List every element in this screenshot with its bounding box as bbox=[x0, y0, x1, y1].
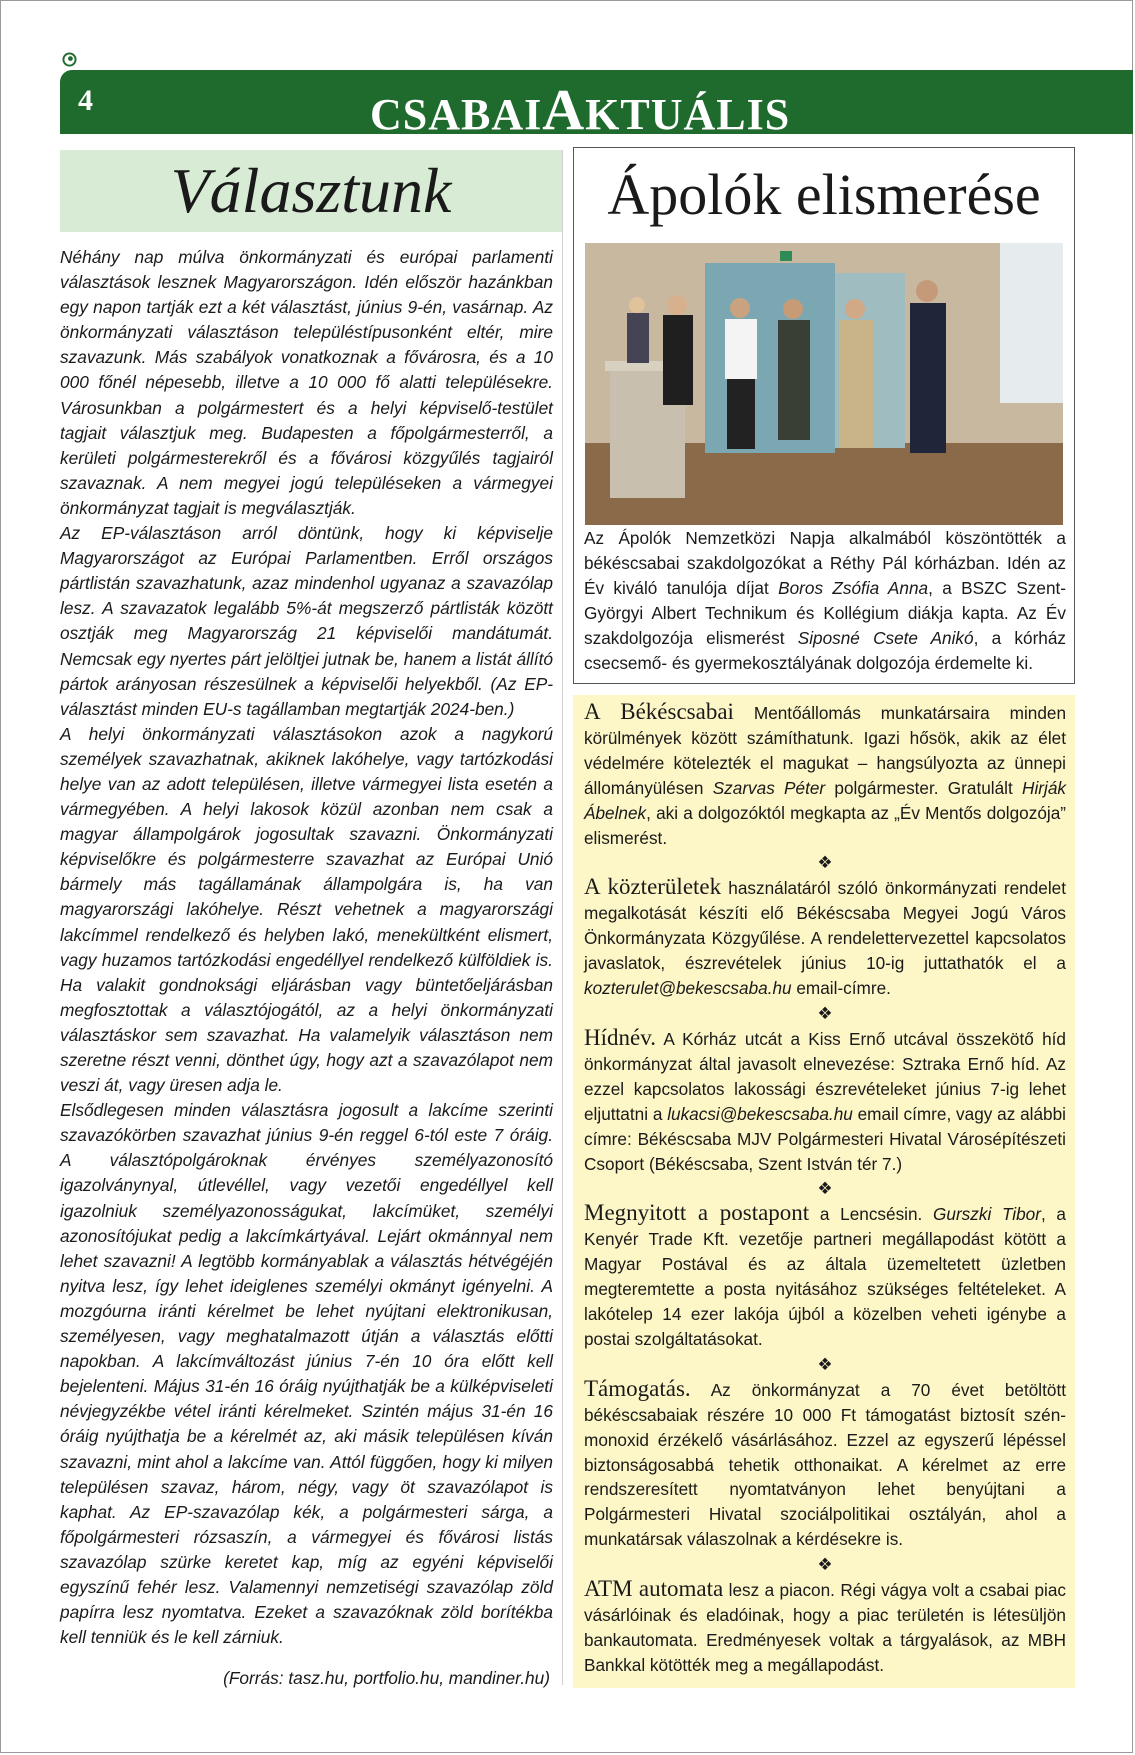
news-text: lesz a piacon. Régi vágya volt a csabai piac vásárlóinak és eladóinak, hogy a piac területén is létesüljön bankautomata. Eredményesek voltak a tárgyalások, az MBH Bankkal kötötték meg a megállapodást. bbox=[584, 1580, 1067, 1675]
news-text: Az önkormányzat a 70 évet betöltött békéscsabaiak részére 10 000 Ft támogatást biztosít szén-monoxid érzékelő vásárlásához. Ezzel az egyszerű lépéssel biztonságosabbá tehetik otthonaikat. A kérelmet az erre rendszeresített nyomtatványon lehet benyújtani a Polgármesteri Hivatal szociálpolitikai osztályán, ahol a munkatársak válaszolnak a kérdésekre is. bbox=[584, 1379, 1066, 1550]
news-text: Mentőállomás munkatársaira minden körülmények között számíthatunk. Igazi hősök, akik az élet védelmére kötelezték el magukat – hangsúlyozta az ünnepi állományülésen bbox=[584, 703, 1067, 798]
news-text: a Lencsésin. bbox=[809, 1204, 934, 1225]
award-ceremony-photo bbox=[585, 243, 1063, 525]
news-lead: ATM automata bbox=[584, 1576, 724, 1602]
nurse-article-caption bbox=[584, 526, 1066, 675]
news-person-name: Hirják Ábelnek bbox=[584, 777, 1066, 823]
news-item-support bbox=[584, 1377, 1066, 1552]
left-article-paragraph: Néhány nap múlva önkormányzati és európai parlamenti választások lesznek Magyarországon. Idén először hazánkban egy napon tartják ezt a két választást, június 9-én, vasárnap. Az önkormányzati választáson településtípusonként eltér, mire szavazunk. Más szabályok vonatkoznak a fővárosra, és a 10 000 főnél népesebb, illetve a 10 000 fő alatti településekre. Városunkban a polgármestert és a helyi képviselő-testület tagjait választjuk meg. Budapesten a főpolgármesterről, a kerületi polgármesterekről és a fővárosi közgyűlés tagjairól szavaznak. A nem megyei jogú településeken a vármegyei önkormányzat tagjait is megválasztják. bbox=[60, 247, 553, 518]
news-lead: A Békéscsabai bbox=[584, 699, 734, 724]
nurse-article-title: Ápolók elismerése bbox=[607, 162, 1041, 227]
news-item-postpoint bbox=[584, 1201, 1066, 1351]
news-item-public-spaces bbox=[584, 875, 1066, 1001]
news-text: polgármester. Gratulált bbox=[825, 777, 1023, 798]
column-divider bbox=[562, 150, 563, 1685]
caption-part: Az Ápolók Nemzetközi Napja alkalmából köszöntötték a békéscsabai szakdolgozókat a Réthy Pál kórházban. Idén az Év kiváló tanulója díjat bbox=[584, 528, 1066, 598]
news-item-atm bbox=[584, 1577, 1066, 1678]
left-article-title: Választunk bbox=[170, 155, 452, 226]
masthead-part2: KTUÁLIS bbox=[585, 90, 791, 139]
separator-icon: ❖ bbox=[817, 853, 833, 873]
separator-icon: ❖ bbox=[817, 1003, 833, 1023]
left-article-paragraph: A helyi önkormányzati választásokon azok a nagykorú személyek szavazhatnak, akiknek lakóhelye, vagy tartózkodási helye van az adott településen, illetve vármegyei lista esetén a vármegyében. A helyi lakosok közül azonban nem csak a magyar állampolgárok jogosultak szavazni. Önkormányzati képviselőkre és polgármesterre szavazhat az Európai Unió bármely más tagállamának állampolgára is, ha van magyarországi lakóhelye. Részt vehetnek a magyarországi lakcímmel rendelkező és helyben lakó, menekültként elismert, vagy huzamos tartózkodási engedéllyel rendelkező külföldiek is. Ha valakit gondnoksági eljárásban vagy büntetőeljárásban megfosztottak a választójogától, az a helyi önkormányzati választáskor sem szavazhat. Ha valamelyik választáson nem szeretne részt venni, dönthet úgy, hogy azt a szavazólapot nem veszi át, vagy üresen adja le. bbox=[60, 723, 553, 1096]
ceremony-photo-illustration bbox=[585, 243, 1063, 525]
news-item-ambulance bbox=[584, 700, 1066, 850]
separator-icon: ❖ bbox=[817, 1354, 833, 1374]
news-text: email-címre. bbox=[791, 978, 891, 999]
masthead-part1: CSABAI bbox=[370, 90, 543, 139]
news-text: A Kórház utcát a Kiss Ernő utcával összekötő híd önkormányzat által javasolt elnevezése: Sztraka Ernő híd. Az ezzel kapcsolatos lakossági észrevételeket június 7-ig lehet eljuttatni a bbox=[584, 1028, 1066, 1124]
news-lead: Megnyitott a postapont bbox=[584, 1200, 810, 1226]
news-text: , a Kenyér Trade Kft. vezetője partneri megállapodást kötött a Magyar Postával és az általa üzemeltetett üzletben megteremtette a posta nyitásához szükséges feltételeket. A lakótelep 14 ezer lakója újból a közelben veheti igénybe a postai szolgáltatásokat. bbox=[584, 1204, 1066, 1349]
left-article-source: (Forrás: tasz.hu, portfolio.hu, mandiner.hu) bbox=[223, 1668, 550, 1688]
news-person-name: Gurszki Tibor bbox=[933, 1204, 1041, 1225]
masthead-title bbox=[370, 77, 791, 145]
caption-person-name: Siposné Csete Anikó bbox=[797, 627, 974, 648]
news-text: , aki a dolgozóktól megkapta az „Év Mentős dolgozója” elismerést. bbox=[584, 802, 1066, 848]
news-item-bridge-name bbox=[584, 1026, 1066, 1176]
separator-icon: ❖ bbox=[817, 1555, 833, 1575]
news-text: használatáról szóló önkormányzati rendelet megalkotását készíti elő Békéscsaba Megyei Jogú Város Önkormányzata Közgyűlése. A rendelettervezettel kapcsolatos javaslatok, észrevételek június 10-ig juttathatók el a bbox=[584, 878, 1066, 974]
left-article-body bbox=[60, 245, 553, 1650]
caption-person-name: Boros Zsófia Anna bbox=[778, 577, 929, 598]
separator-icon: ❖ bbox=[817, 1179, 833, 1199]
nurse-caption-text bbox=[584, 526, 1066, 675]
news-content bbox=[584, 700, 1066, 1678]
email-link[interactable]: kozterulet@bekescsaba.hu bbox=[584, 978, 792, 999]
news-lead: A közterületek bbox=[584, 874, 722, 900]
email-link[interactable]: lukacsi@bekescsaba.hu bbox=[667, 1103, 853, 1124]
caption-part: , a kórház csecsemő- és gyermekosztályának dolgozója érdemelte ki. bbox=[584, 627, 1066, 673]
masthead-initial: A bbox=[542, 77, 586, 142]
publication-logo-icon bbox=[62, 52, 77, 67]
caption-part: , a BSZC Szent-Györgyi Albert Technikum és Kollégium diákja kapta. Az Év szakdolgozója elismerést bbox=[584, 577, 1067, 648]
news-text: email címre, vagy az alábbi címre: Békéscsaba MJV Polgármesteri Hivatal Városépítészeti Csoport (Békéscsaba, Szent István tér 7.) bbox=[584, 1103, 1066, 1174]
news-lead: Hídnév. bbox=[584, 1024, 656, 1050]
news-person-name: Szarvas Péter bbox=[712, 777, 826, 798]
left-article-paragraph: Elsődlegesen minden választásra jogosult a lakcíme szerinti szavazókörben szavazhat június 9-én reggel 6-tól este 7 óráig. A választópolgároknak érvényes személyazonosító igazolványnyal, útlevéllel, vagy vezetői engedéllyel kell igazolniuk személyazonosságukat, lakcímüket, személyi azonosítójukat pedig a lakcímkártyával. Lejárt okmánnyal nem lehet szavazni! A legtöbb kormányablak a választás hétvégéjén nyitva lesz, így lehet ideiglenes személyi okmányt igényelni. A mozgóurna iránti kérelmet be lehet nyújtani elektronikusan, személyesen, vagy meghatalmazott útján a választás előtti napokban. A lakcímváltozást június 7-én 10 óra előtt kell bejelenteni. Május 31-én 16 óráig nyújthatják be a külképviseleti névjegyzékbe vétel iránti kérelmeket. Szintén május 31-én 16 óráig nyújthatja be a kérelmét az, aki másik településen kíván szavazni, mint ahol a lakcíme van. Attól függően, hogy ki milyen településen szavaz, három, négy, vagy öt szavazólapot is kaphat. Az EP-szavazólap kék, a polgármesteri sárga, a főpolgármesteri rózsaszín, a vármegyei és fővárosi listás szavazólap szürke keretet kap, míg az egyéni képviselői egyszínű fehér lesz. Valamennyi nemzetiségi szavazólap zöld papírra lesz nyomtatva. Ezeket a szavazóknak zöld borítékba kell tenniük és le kell zárniuk. bbox=[60, 1100, 553, 1648]
page-number: 4 bbox=[78, 84, 93, 117]
left-article-paragraph: Az EP-választáson arról döntünk, hogy ki képviselje Magyarországot az Európai Parlamentben. Erről országos pártlistán szavazhatunk, azaz mindenhol ugyanaz a szavazólap lesz. A szavazatok legalább 5%-át megszerző pártlisták között osztják meg Magyarország 21 képviselői mandátumát. Nemcsak egy nyertes párt jelöltjei jutnak be, hanem a listát állító pártok arányosan részesülnek a képviselői helyekből. (Az EP-választást minden EU-s tagállamban megtartják 2024-ben.) bbox=[60, 523, 553, 719]
news-lead: Támogatás. bbox=[584, 1375, 691, 1401]
